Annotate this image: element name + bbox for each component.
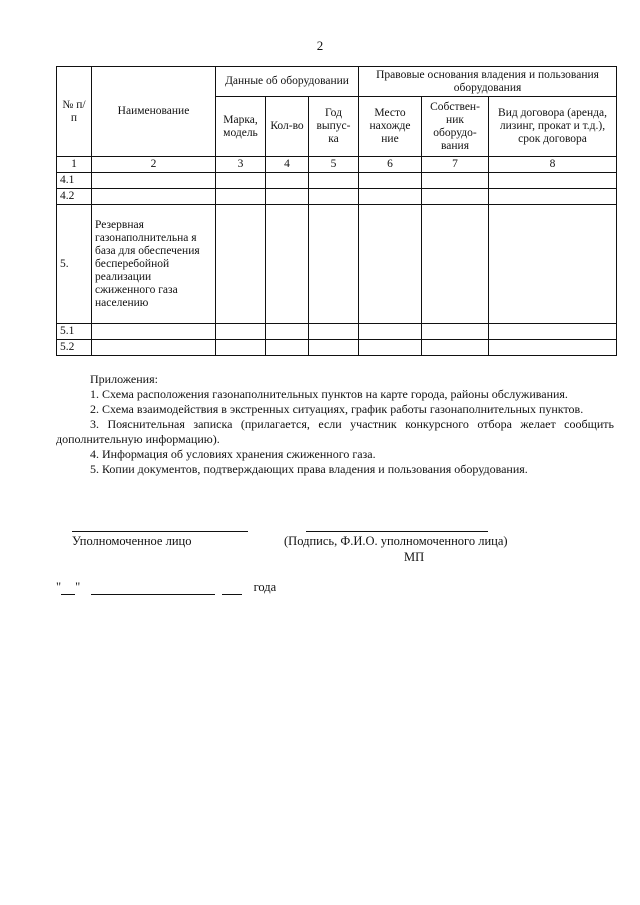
day-blank bbox=[61, 594, 75, 595]
column-number: 7 bbox=[422, 157, 489, 173]
table-row bbox=[57, 173, 617, 189]
header-num: № п/п bbox=[57, 67, 92, 157]
column-number: 3 bbox=[216, 157, 266, 173]
stamp-label: МП bbox=[404, 550, 425, 564]
authorized-person-label: Уполномоченное лицо bbox=[72, 534, 192, 548]
year-suffix: года bbox=[253, 580, 277, 594]
row-name bbox=[92, 173, 216, 189]
attachment-item: 3. Пояснительная записка (прилагается, если участник конкурсного отбора желает сообщить дополнительную информацию). bbox=[56, 417, 614, 446]
table-row bbox=[57, 324, 617, 340]
column-number: 4 bbox=[266, 157, 309, 173]
table-row bbox=[57, 189, 617, 205]
column-number: 1 bbox=[57, 157, 92, 173]
column-number: 6 bbox=[359, 157, 422, 173]
header-legal-group: Правовые основания владения и пользования оборудования bbox=[359, 67, 617, 97]
table-row bbox=[57, 205, 617, 324]
header-location: Место нахожде ние bbox=[359, 97, 422, 157]
header-contract: Вид договора (аренда, лизинг, прокат и т.д.), срок договора bbox=[489, 97, 617, 157]
column-number: 2 bbox=[92, 157, 216, 173]
attachment-item: 5. Копии документов, подтверждающих права владения и пользования оборудования. bbox=[90, 462, 528, 476]
header-name: Наименование bbox=[92, 67, 216, 157]
attachment-item: 2. Схема взаимодействия в экстренных ситуациях, график работы газонаполнительных пунктов. bbox=[90, 402, 584, 416]
row-number: 5.2 bbox=[57, 340, 92, 356]
year-blank bbox=[222, 594, 242, 595]
row-number: 5. bbox=[57, 205, 92, 324]
date-close-quote: " bbox=[75, 580, 81, 594]
attachments-section bbox=[56, 372, 614, 477]
header-owner: Собствен-ник оборудо-вания bbox=[422, 97, 489, 157]
signature-caption: (Подпись, Ф.И.О. уполномоченного лица) bbox=[284, 534, 508, 548]
attachments-title: Приложения: bbox=[90, 372, 158, 386]
row-number: 4.1 bbox=[57, 173, 92, 189]
row-name: Резервная газонаполнительна я база для обеспечения бесперебойной реализации сжиженного газа населению bbox=[92, 205, 216, 324]
date-open-quote: " bbox=[56, 580, 62, 594]
row-name bbox=[92, 324, 216, 340]
column-numbers-row bbox=[57, 157, 617, 173]
column-number: 8 bbox=[489, 157, 617, 173]
table-row bbox=[57, 340, 617, 356]
equipment-table bbox=[56, 66, 617, 356]
signature-right-line bbox=[306, 531, 488, 532]
date-line bbox=[56, 580, 276, 595]
signature-left-line bbox=[72, 531, 248, 532]
row-number: 5.1 bbox=[57, 324, 92, 340]
row-name bbox=[92, 189, 216, 205]
header-equipment-group: Данные об оборудовании bbox=[216, 67, 359, 97]
attachment-item: 1. Схема расположения газонаполнительных пунктов на карте города, районы обслуживания. bbox=[90, 387, 568, 401]
column-number: 5 bbox=[309, 157, 359, 173]
page-number: 2 bbox=[316, 38, 324, 53]
row-name bbox=[92, 340, 216, 356]
header-brand: Марка, модель bbox=[216, 97, 266, 157]
month-blank bbox=[91, 594, 215, 595]
attachment-item: 4. Информация об условиях хранения сжиженного газа. bbox=[90, 447, 376, 461]
header-year: Год выпус-ка bbox=[309, 97, 359, 157]
header-qty: Кол-во bbox=[266, 97, 309, 157]
row-number: 4.2 bbox=[57, 189, 92, 205]
